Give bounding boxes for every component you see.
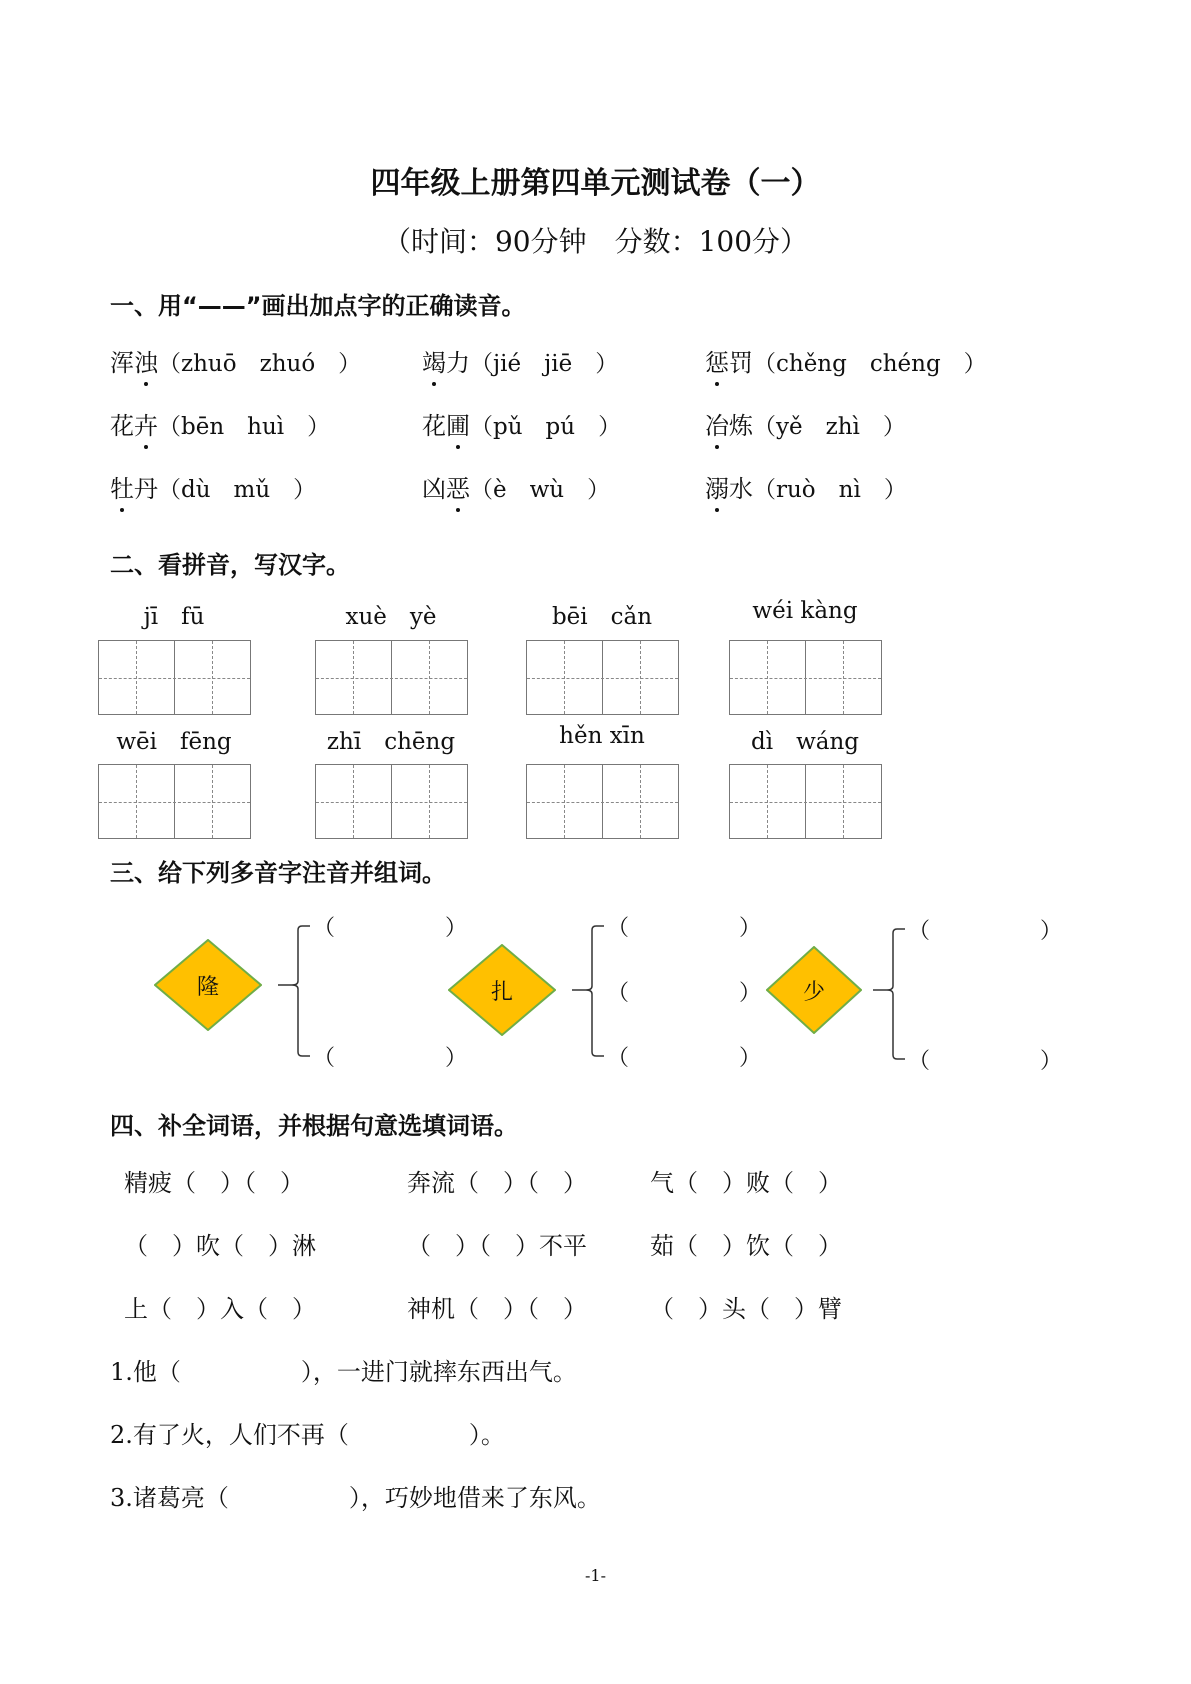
pinyin-options[interactable]: （zhuō zhuó ） <box>158 351 362 377</box>
section2-heading: 二、看拼音，写汉字。 <box>110 551 350 579</box>
pronunciation-item[interactable] <box>110 343 361 378</box>
character-writing-box[interactable] <box>729 764 882 839</box>
pinyin-label: wēi fēng <box>116 729 232 755</box>
idiom-blank-item[interactable]: （ ）（ ）不平 <box>407 1232 587 1260</box>
pronunciation-item[interactable] <box>422 406 621 441</box>
curly-bracket-icon <box>568 925 608 1061</box>
pinyin-options[interactable]: （pǔ pú ） <box>470 414 622 440</box>
page-number: -1- <box>585 1566 606 1585</box>
character-writing-box[interactable] <box>315 764 468 839</box>
pinyin-label: xuè yè <box>345 604 437 630</box>
pronunciation-item[interactable] <box>422 343 618 378</box>
answer-blank[interactable]: （ ） <box>908 1049 1063 1074</box>
page-title: 四年级上册第四单元测试卷（一） <box>370 166 821 201</box>
pinyin-options[interactable]: （ruò nì ） <box>753 477 907 503</box>
pinyin-options[interactable]: （bēn huì ） <box>158 414 331 440</box>
idiom-blank-item[interactable]: 精疲（ ）（ ） <box>124 1169 304 1197</box>
word-char: 罚 <box>729 349 753 377</box>
idiom-blank-item[interactable]: 神机（ ）（ ） <box>407 1295 587 1323</box>
word-char: 花 <box>422 412 446 440</box>
idiom-blank-item[interactable]: （ ）吹（ ）淋 <box>124 1232 316 1260</box>
word-char: 浊 <box>134 343 158 378</box>
answer-blank[interactable]: （ ） <box>607 981 762 1006</box>
pinyin-options[interactable]: （yě zhì ） <box>753 414 906 440</box>
idiom-blank-item[interactable]: 气（ ）败（ ） <box>650 1169 842 1197</box>
sentence-1[interactable]: 1.他（ ），一进门就摔东西出气。 <box>110 1358 577 1386</box>
word-char: 圃 <box>446 406 470 441</box>
pinyin-label: bēi cǎn <box>551 604 653 630</box>
section3-heading: 三、给下列多音字注音并组词。 <box>110 859 446 887</box>
pronunciation-item[interactable] <box>422 469 610 504</box>
pinyin-label: zhī chēng <box>326 729 456 755</box>
polyphone-diamond <box>448 944 556 1036</box>
polyphone-char: 隆 <box>196 975 219 1000</box>
section1-heading: 一、用“——”画出加点字的正确读音。 <box>110 292 526 320</box>
character-writing-box[interactable] <box>315 640 468 715</box>
character-writing-box[interactable] <box>526 764 679 839</box>
answer-blank[interactable]: （ ） <box>607 916 762 941</box>
pronunciation-item[interactable] <box>110 469 316 504</box>
character-writing-box[interactable] <box>98 640 251 715</box>
answer-blank[interactable]: （ ） <box>313 916 468 941</box>
word-char: 牡 <box>110 469 134 504</box>
pronunciation-item[interactable] <box>705 406 906 441</box>
answer-blank[interactable]: （ ） <box>908 919 1063 944</box>
pinyin-options[interactable]: （dù mǔ ） <box>158 477 317 503</box>
pinyin-label: jī fū <box>143 604 205 630</box>
sentence-3[interactable]: 3.诸葛亮（ ），巧妙地借来了东风。 <box>110 1484 601 1512</box>
word-char: 花 <box>110 412 134 440</box>
idiom-blank-item[interactable]: 奔流（ ）（ ） <box>407 1169 587 1197</box>
idiom-blank-item[interactable]: （ ）头（ ）臂 <box>650 1295 842 1323</box>
character-writing-box[interactable] <box>98 764 251 839</box>
word-char: 竭 <box>422 343 446 378</box>
answer-blank[interactable]: （ ） <box>607 1046 762 1071</box>
word-char: 力 <box>446 349 470 377</box>
word-char: 水 <box>729 475 753 503</box>
polyphone-char: 少 <box>802 980 825 1005</box>
answer-blank[interactable]: （ ） <box>313 1046 468 1071</box>
pinyin-options[interactable]: （chěng chéng ） <box>753 351 987 377</box>
curly-bracket-icon <box>869 928 909 1064</box>
pinyin-label: hěn xīn <box>559 723 645 749</box>
curly-bracket-icon <box>274 925 314 1061</box>
pinyin-label: dì wáng <box>750 729 859 755</box>
pronunciation-item[interactable] <box>705 469 907 504</box>
word-char: 炼 <box>729 412 753 440</box>
pronunciation-item[interactable] <box>705 343 987 378</box>
word-char: 恶 <box>446 469 470 504</box>
word-char: 浑 <box>110 349 134 377</box>
sentence-2[interactable]: 2.有了火，人们不再（ ）。 <box>110 1421 505 1449</box>
word-char: 溺 <box>705 469 729 504</box>
polyphone-char: 扎 <box>490 980 513 1005</box>
section4-heading: 四、补全词语，并根据句意选填词语。 <box>110 1112 518 1140</box>
pinyin-label: wéi kàng <box>752 598 858 624</box>
polyphone-diamond <box>766 946 862 1034</box>
idiom-blank-item[interactable]: 上（ ）入（ ） <box>124 1295 316 1323</box>
word-char: 丹 <box>134 475 158 503</box>
word-char: 冶 <box>705 406 729 441</box>
polyphone-diamond <box>154 939 262 1031</box>
word-char: 卉 <box>134 406 158 441</box>
character-writing-box[interactable] <box>729 640 882 715</box>
pinyin-options[interactable]: （è wù ） <box>470 477 611 503</box>
character-writing-box[interactable] <box>526 640 679 715</box>
pinyin-options[interactable]: （jié jiē ） <box>470 351 619 377</box>
word-char: 凶 <box>422 475 446 503</box>
idiom-blank-item[interactable]: 茹（ ）饮（ ） <box>650 1232 842 1260</box>
word-char: 惩 <box>705 343 729 378</box>
pronunciation-item[interactable] <box>110 406 330 441</box>
page-subtitle: （时间：90分钟 分数：100分） <box>382 225 809 258</box>
